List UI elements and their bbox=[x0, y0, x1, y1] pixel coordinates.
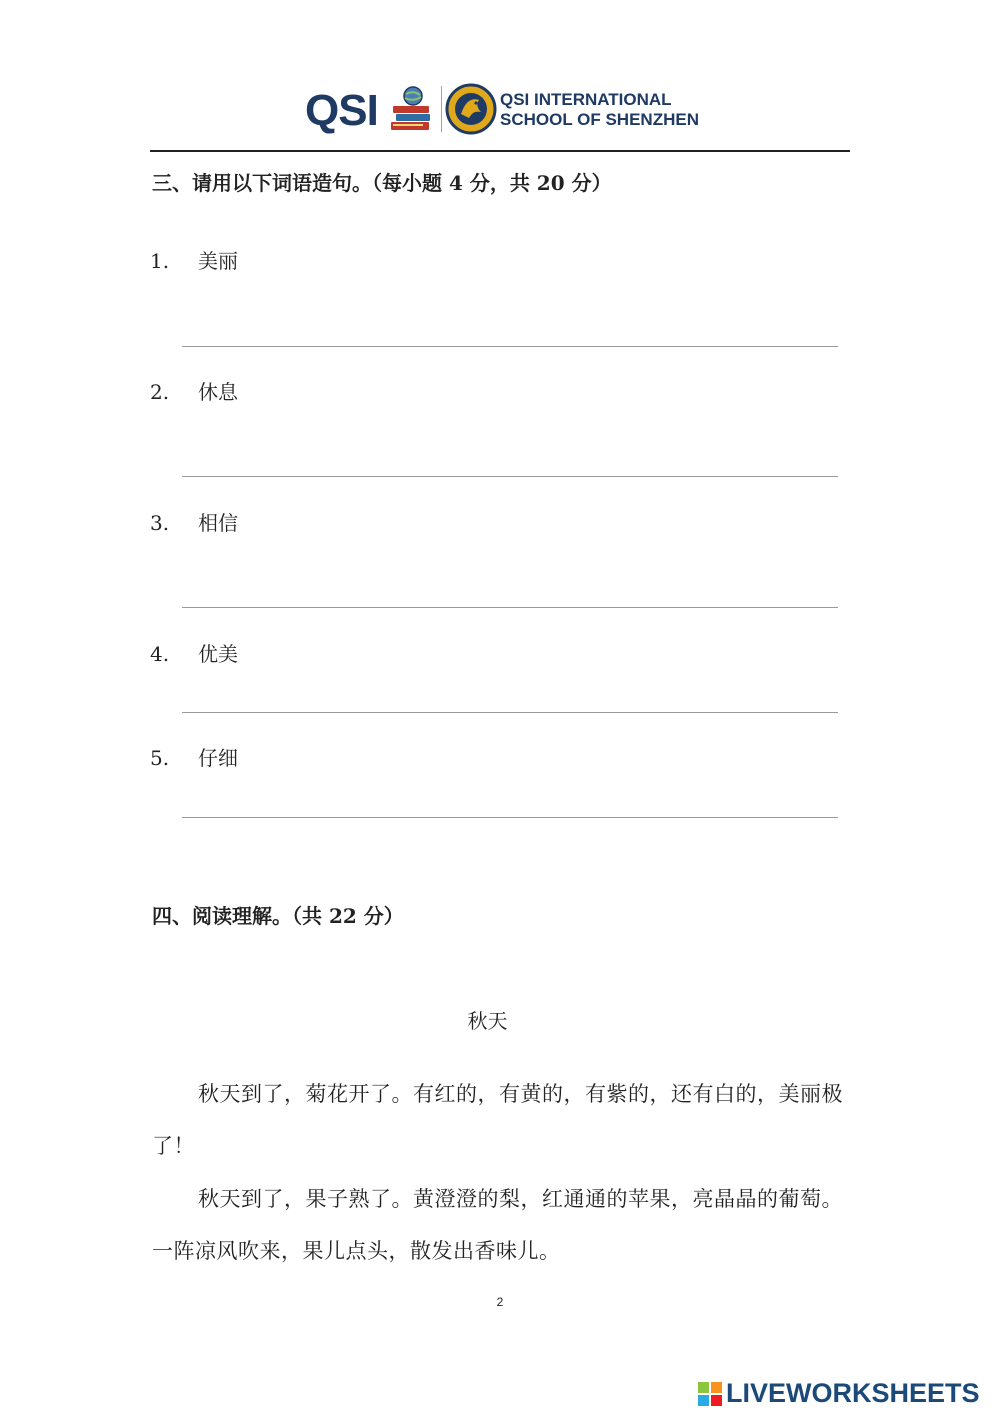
question-number: 1. bbox=[150, 249, 170, 273]
passage-paragraph-1: 秋天到了，菊花开了。有红的，有黄的，有紫的，还有白的，美丽极了！ bbox=[152, 1082, 843, 1158]
section3-title: 三、请用以下词语造句。（每小题 4 分，共 20 分） bbox=[152, 171, 612, 195]
question-item-1 bbox=[150, 245, 238, 274]
question-number: 2. bbox=[150, 380, 170, 404]
answer-line-1[interactable] bbox=[182, 346, 838, 347]
passage-title: 秋天 bbox=[467, 1009, 508, 1033]
school-name-line2: SCHOOL OF SHENZHEN bbox=[500, 110, 699, 129]
question-word: 休息 bbox=[198, 380, 238, 404]
header-rule bbox=[150, 150, 850, 152]
answer-line-3[interactable] bbox=[182, 607, 838, 608]
question-item-5 bbox=[150, 742, 238, 771]
liveworksheets-logo-icon bbox=[698, 1382, 722, 1406]
answer-line-4[interactable] bbox=[182, 712, 838, 713]
section4-title: 四、阅读理解。（共 22 分） bbox=[152, 904, 404, 928]
books-globe-icon bbox=[387, 84, 435, 136]
question-number: 5. bbox=[150, 746, 170, 770]
liveworksheets-brand bbox=[698, 1378, 998, 1408]
answer-line-5[interactable] bbox=[182, 817, 838, 818]
question-item-3 bbox=[150, 507, 238, 536]
question-word: 美丽 bbox=[198, 249, 238, 273]
question-number: 3. bbox=[150, 511, 170, 535]
liveworksheets-wordmark: LIVEWORKSHEETS bbox=[726, 1378, 980, 1408]
passage-paragraph-2: 秋天到了，果子熟了。黄澄澄的梨，红通通的苹果，亮晶晶的葡萄。一阵凉风吹来，果儿点头，散发出香味儿。 bbox=[152, 1187, 843, 1263]
page-number: 2 bbox=[496, 1295, 504, 1309]
question-item-2 bbox=[150, 376, 238, 405]
school-header bbox=[305, 80, 705, 140]
question-word: 优美 bbox=[198, 642, 238, 666]
question-word: 仔细 bbox=[198, 746, 238, 770]
answer-line-2[interactable] bbox=[182, 476, 838, 477]
question-word: 相信 bbox=[198, 511, 238, 535]
qsi-logo: QSI bbox=[305, 86, 378, 135]
school-name bbox=[500, 90, 699, 130]
logo-divider bbox=[441, 86, 442, 132]
school-crest-icon bbox=[445, 82, 497, 136]
question-number: 4. bbox=[150, 642, 170, 666]
school-name-line1: QSI INTERNATIONAL bbox=[500, 90, 672, 109]
question-item-4 bbox=[150, 638, 238, 667]
